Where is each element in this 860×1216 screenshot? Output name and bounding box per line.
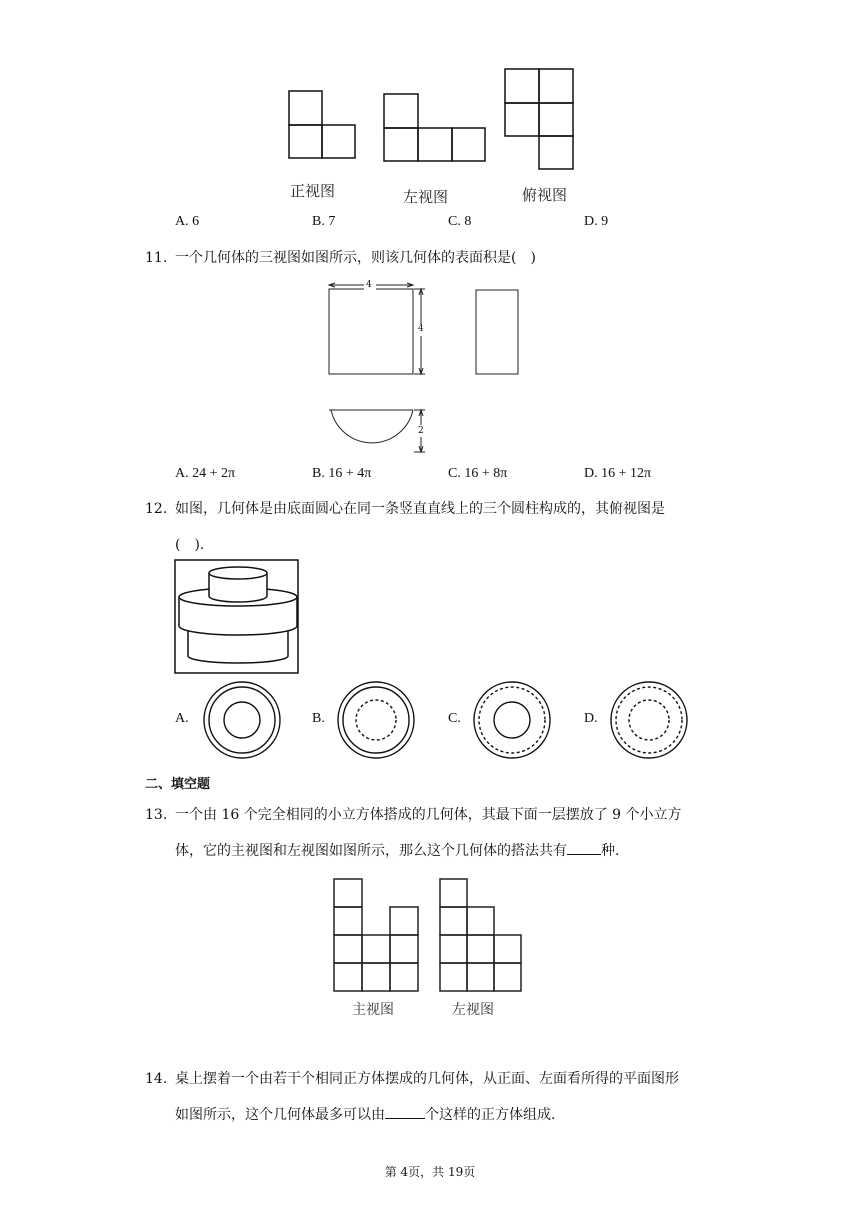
q13-line1: 一个由 16 个完全相同的小立方体搭成的几何体，其最下面一层摆放了 9 个小立方 bbox=[175, 807, 682, 823]
q12-option-a-figure bbox=[202, 680, 282, 760]
q10-option-d: D. 9 bbox=[584, 214, 609, 229]
q14-line2 bbox=[175, 1104, 555, 1125]
q10-option-c: C. 8 bbox=[448, 214, 472, 229]
q10-label-front: 正视图 bbox=[290, 182, 336, 200]
q12-option-d-label: D. bbox=[584, 711, 598, 726]
q11-dim-height: 4 bbox=[418, 324, 424, 334]
q10-label-left: 左视图 bbox=[403, 188, 449, 206]
q10-option-a: A. 6 bbox=[175, 214, 200, 229]
q10-front-view bbox=[288, 90, 358, 160]
page-footer: 第 4页，共 19页 bbox=[384, 1165, 476, 1179]
q13-left-view bbox=[439, 878, 525, 994]
q12-solid-figure bbox=[174, 559, 300, 675]
q13-main-view bbox=[333, 878, 419, 994]
q12-stem-line2: ( ). bbox=[175, 537, 205, 553]
q14-line2-before: 如图所示，这个几何体最多可以由 bbox=[175, 1107, 385, 1123]
q11-option-c: C. 16 + 8π bbox=[448, 466, 508, 481]
q13-number: 13. bbox=[145, 807, 168, 823]
q12-option-b-figure bbox=[336, 680, 416, 760]
section-title-fill-in: 二、填空题 bbox=[145, 777, 211, 792]
q11-number: 11. bbox=[145, 250, 168, 266]
q11-side-view bbox=[474, 289, 522, 377]
q14-answer-blank[interactable] bbox=[385, 1104, 425, 1119]
q10-left-view bbox=[383, 93, 488, 163]
q14-line2-after: 个这样的正方体组成. bbox=[425, 1107, 556, 1123]
q11-option-a: A. 24 + 2π bbox=[175, 466, 236, 481]
q12-option-b-label: B. bbox=[312, 711, 325, 726]
q12-stem-line1: 如图，几何体是由底面圆心在同一条竖直直线上的三个圆柱构成的，其俯视图是 bbox=[175, 501, 665, 517]
q10-option-b: B. 7 bbox=[312, 214, 336, 229]
q13-label-main: 主视图 bbox=[352, 1002, 394, 1018]
q10-label-top: 俯视图 bbox=[522, 186, 568, 204]
q13-line2 bbox=[175, 840, 619, 861]
q13-line2-after: 种. bbox=[601, 843, 620, 859]
q13-answer-blank[interactable] bbox=[567, 840, 601, 855]
q12-option-d-figure bbox=[609, 680, 689, 760]
q12-option-a-label: A. bbox=[175, 711, 189, 726]
q13-line2-before: 体，它的主视图和左视图如图所示，那么这个几何体的搭法共有 bbox=[175, 843, 567, 859]
q11-option-d: D. 16 + 12π bbox=[584, 466, 652, 481]
q12-option-c-label: C. bbox=[448, 711, 461, 726]
q10-top-view bbox=[504, 68, 576, 172]
q12-option-c-figure bbox=[472, 680, 552, 760]
q11-option-b: B. 16 + 4π bbox=[312, 466, 372, 481]
q11-dim-width: 4 bbox=[366, 280, 372, 290]
q11-dim-depth: 2 bbox=[418, 426, 424, 436]
q13-label-left: 左视图 bbox=[452, 1002, 494, 1018]
q11-stem: 一个几何体的三视图如图所示，则该几何体的表面积是( ) bbox=[175, 250, 536, 266]
q14-number: 14. bbox=[145, 1071, 168, 1087]
q14-line1: 桌上摆着一个由若干个相同正方体摆成的几何体，从正面、左面看所得的平面图形 bbox=[175, 1071, 679, 1087]
q12-number: 12. bbox=[145, 501, 168, 517]
